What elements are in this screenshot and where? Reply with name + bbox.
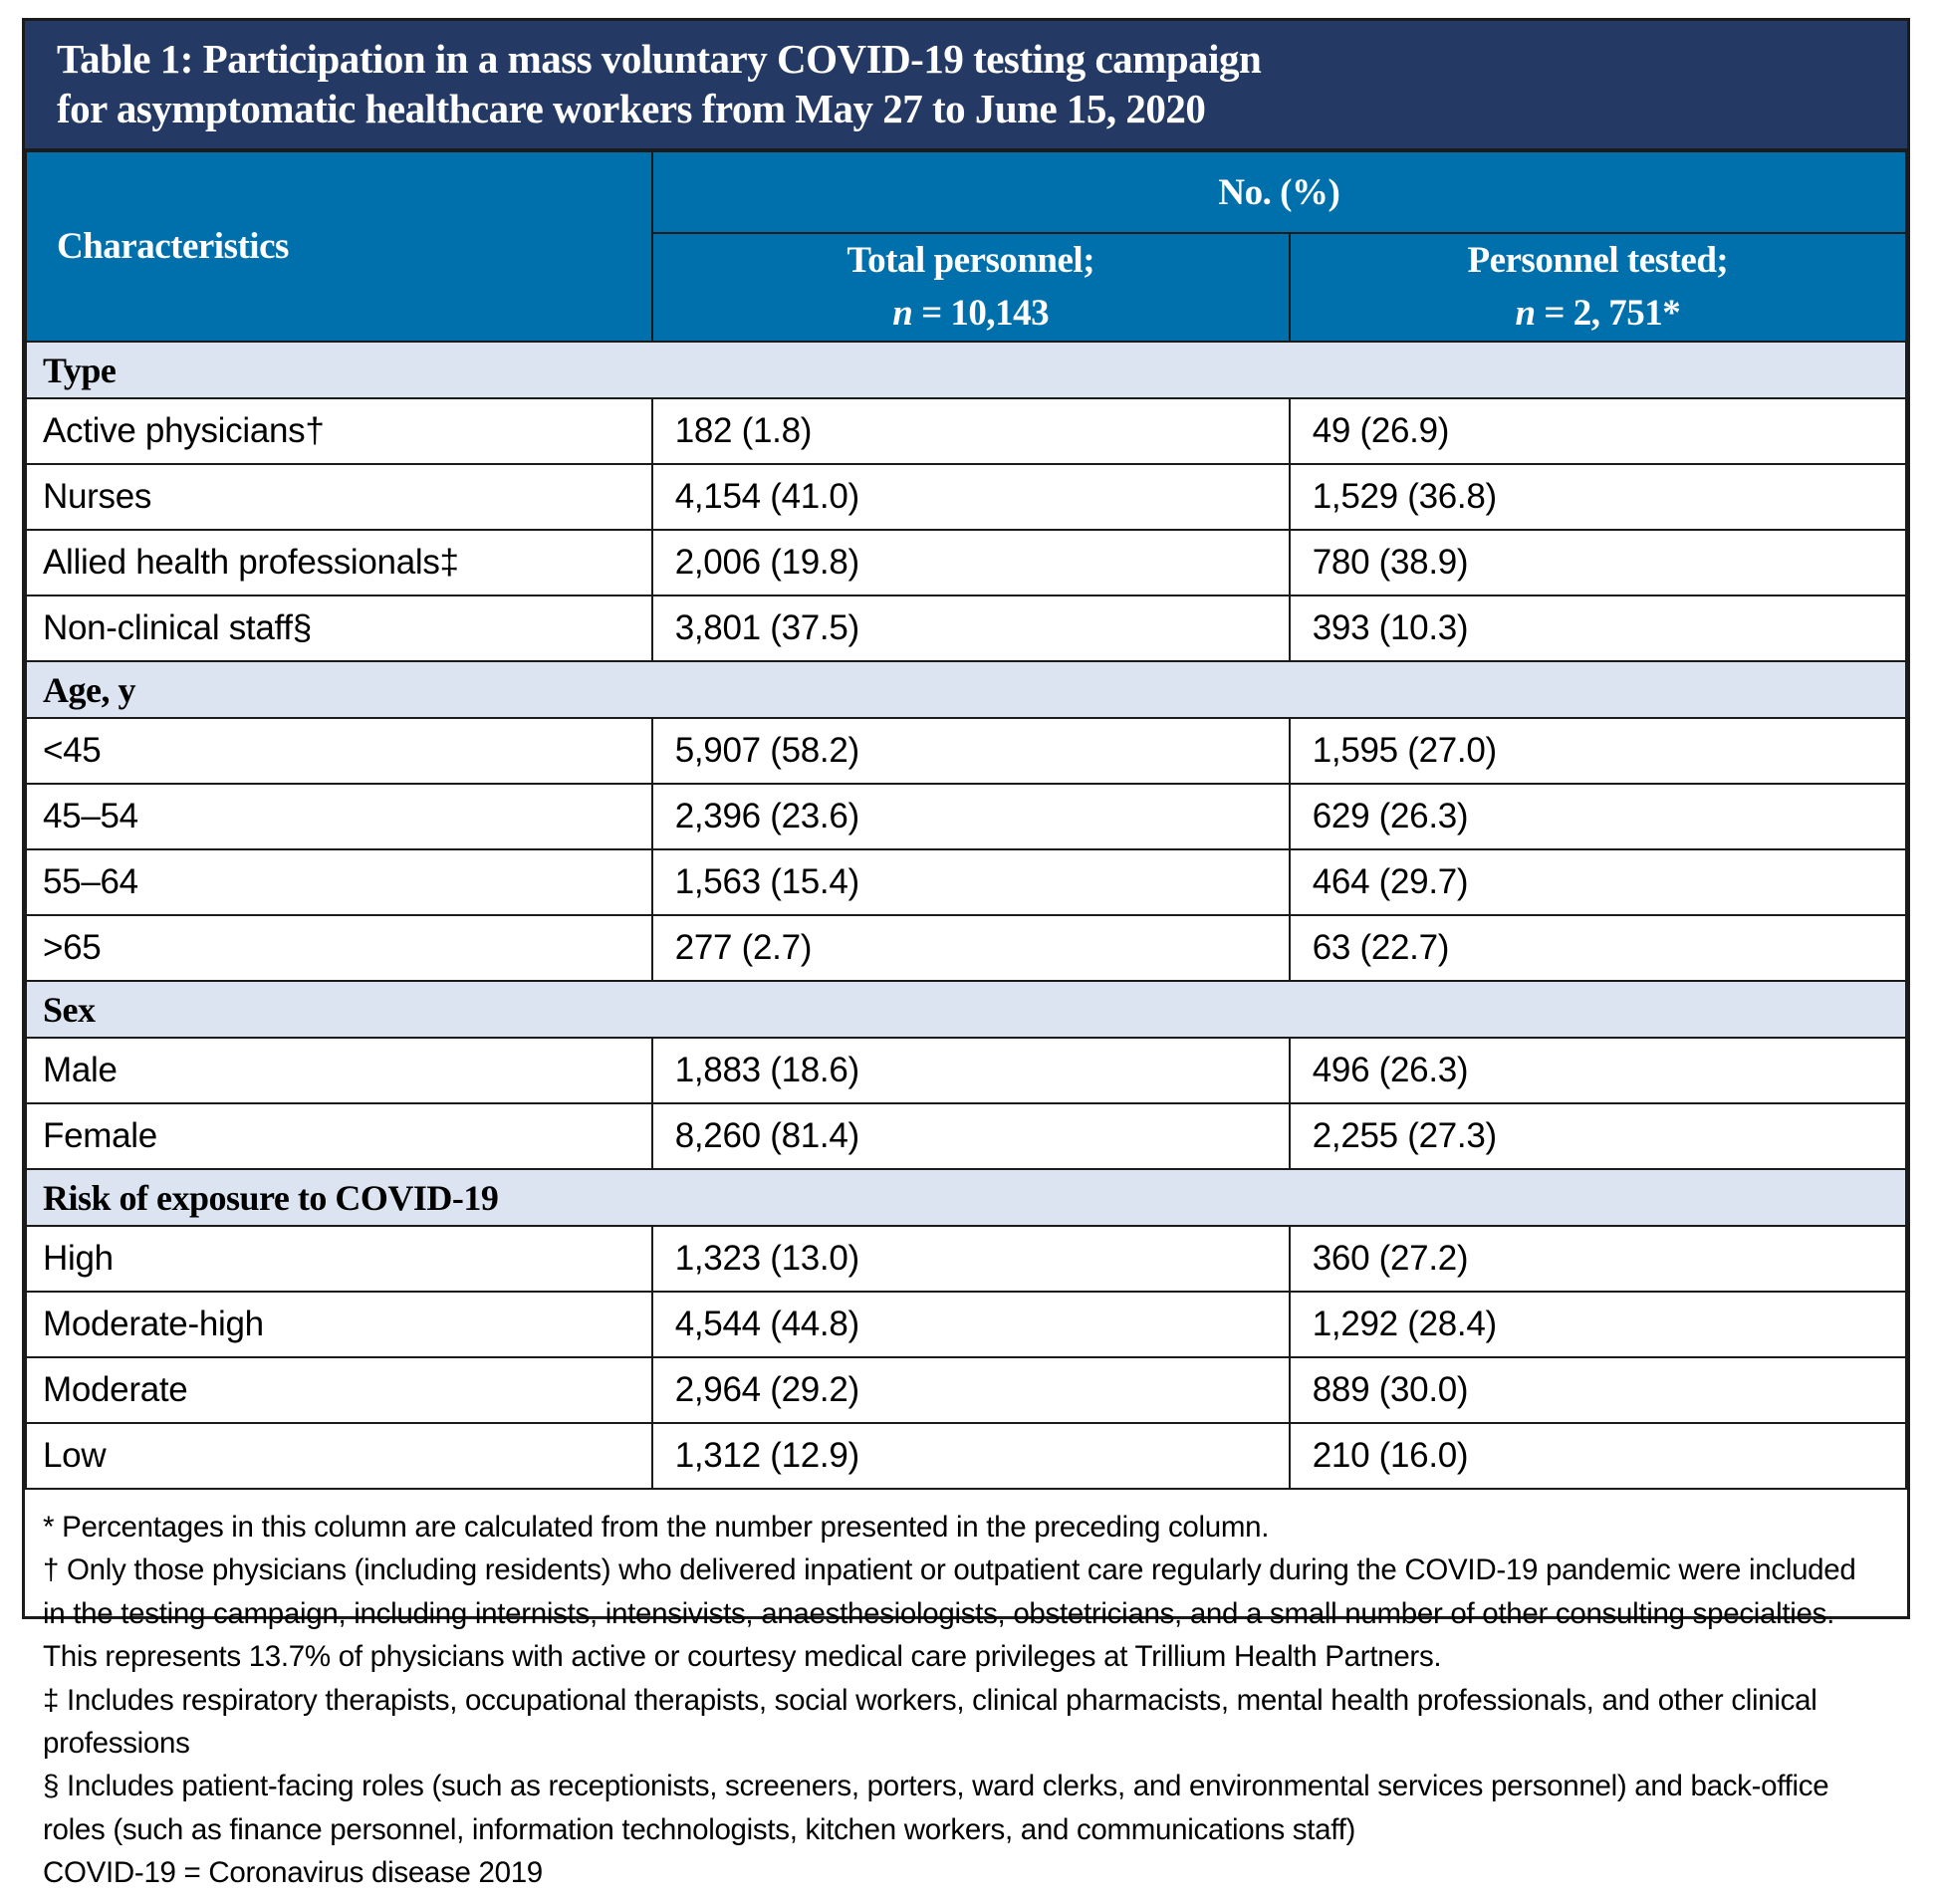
row-label: High xyxy=(26,1226,652,1292)
footnote-section-sign: § Includes patient-facing roles (such as receptionists, screeners, porters, ward clerks, and environmental services personnel) and back-office roles (such as finance personnel, information technologists, kitchen workers, and communications staff) xyxy=(43,1770,1829,1846)
personnel-tested-value: 393 (10.3) xyxy=(1290,595,1906,661)
column-header-personnel-tested xyxy=(1290,233,1906,342)
personnel-tested-value: 889 (30.0) xyxy=(1290,1357,1906,1423)
n-value: = 10,143 xyxy=(912,292,1050,334)
row-label: >65 xyxy=(26,915,652,981)
personnel-tested-value: 360 (27.2) xyxy=(1290,1226,1906,1292)
section-row-sex xyxy=(26,981,1906,1038)
table-row xyxy=(26,530,1906,595)
row-label: Moderate xyxy=(26,1357,652,1423)
total-personnel-value: 4,154 (41.0) xyxy=(652,464,1290,530)
personnel-tested-n xyxy=(1292,288,1904,341)
column-header-characteristics: Characteristics xyxy=(26,151,652,342)
table-row xyxy=(26,1357,1906,1423)
footnote-abbreviation: COVID-19 = Coronavirus disease 2019 xyxy=(43,1855,543,1889)
header-row-group xyxy=(26,151,1906,233)
table-row xyxy=(26,784,1906,849)
row-label: Non-clinical staff§ xyxy=(26,595,652,661)
personnel-tested-value: 63 (22.7) xyxy=(1290,915,1906,981)
personnel-tested-value: 780 (38.9) xyxy=(1290,530,1906,595)
data-table xyxy=(25,150,1907,1490)
row-label: 45–54 xyxy=(26,784,652,849)
total-personnel-value: 3,801 (37.5) xyxy=(652,595,1290,661)
personnel-tested-value: 1,529 (36.8) xyxy=(1290,464,1906,530)
table-header xyxy=(26,151,1906,342)
total-personnel-n xyxy=(654,288,1288,341)
personnel-tested-value: 1,292 (28.4) xyxy=(1290,1292,1906,1357)
total-personnel-value: 8,260 (81.4) xyxy=(652,1103,1290,1169)
personnel-tested-value: 464 (29.7) xyxy=(1290,849,1906,915)
row-label: Moderate-high xyxy=(26,1292,652,1357)
table-title-bar xyxy=(25,21,1907,150)
n-symbol: n xyxy=(892,292,913,334)
footnote-dagger: † Only those physicians (including residents) who delivered inpatient or outpatient care regularly during the COVID-19 pandemic were included in the testing campaign, including internists, intensivists, anaesthesiologists, obstetricians, and a small number of other consulting specialties. This represents 13.7% of physicians with active or courtesy medical care privileges at Trillium Health Partners. xyxy=(43,1553,1856,1674)
row-label: Female xyxy=(26,1103,652,1169)
total-personnel-value: 1,312 (12.9) xyxy=(652,1423,1290,1489)
table-row xyxy=(26,1038,1906,1103)
personnel-tested-label: Personnel tested; xyxy=(1467,240,1729,282)
personnel-tested-value: 2,255 (27.3) xyxy=(1290,1103,1906,1169)
total-personnel-value: 5,907 (58.2) xyxy=(652,718,1290,784)
total-personnel-value: 1,883 (18.6) xyxy=(652,1038,1290,1103)
footnote-double-dagger: ‡ Includes respiratory therapists, occupational therapists, social workers, clinical pharmacists, mental health professionals, and other clinical professions xyxy=(43,1683,1817,1760)
table-row xyxy=(26,398,1906,464)
personnel-tested-value: 1,595 (27.0) xyxy=(1290,718,1906,784)
total-personnel-label: Total personnel; xyxy=(846,240,1095,282)
table-title-line1: Table 1: Participation in a mass voluntary COVID-19 testing campaign xyxy=(57,36,1262,82)
personnel-tested-value: 629 (26.3) xyxy=(1290,784,1906,849)
row-label: <45 xyxy=(26,718,652,784)
total-personnel-value: 2,396 (23.6) xyxy=(652,784,1290,849)
table-row xyxy=(26,718,1906,784)
table-row xyxy=(26,1103,1906,1169)
column-header-total-personnel xyxy=(652,233,1290,342)
total-personnel-value: 182 (1.8) xyxy=(652,398,1290,464)
table-body xyxy=(26,342,1906,1489)
table-row xyxy=(26,595,1906,661)
total-personnel-value: 1,563 (15.4) xyxy=(652,849,1290,915)
section-row-risk xyxy=(26,1169,1906,1226)
section-row-age xyxy=(26,661,1906,718)
table-row xyxy=(26,1226,1906,1292)
section-label: Type xyxy=(26,342,1906,398)
table-frame xyxy=(22,18,1910,1889)
total-personnel-value: 4,544 (44.8) xyxy=(652,1292,1290,1357)
n-symbol: n xyxy=(1515,292,1536,334)
row-label: Active physicians† xyxy=(26,398,652,464)
n-value: = 2, 751* xyxy=(1535,292,1681,334)
table-title-line2: for asymptomatic healthcare workers from May 27 to June 15, 2020 xyxy=(57,86,1206,132)
row-label: Male xyxy=(26,1038,652,1103)
section-label: Age, y xyxy=(26,661,1906,718)
personnel-tested-value: 210 (16.0) xyxy=(1290,1423,1906,1489)
row-label: Allied health professionals‡ xyxy=(26,530,652,595)
total-personnel-value: 2,006 (19.8) xyxy=(652,530,1290,595)
personnel-tested-value: 496 (26.3) xyxy=(1290,1038,1906,1103)
total-personnel-value: 2,964 (29.2) xyxy=(652,1357,1290,1423)
personnel-tested-value: 49 (26.9) xyxy=(1290,398,1906,464)
total-personnel-value: 277 (2.7) xyxy=(652,915,1290,981)
table-row xyxy=(26,464,1906,530)
row-label: Low xyxy=(26,1423,652,1489)
table-row xyxy=(26,1292,1906,1357)
section-label: Risk of exposure to COVID-19 xyxy=(26,1169,1906,1226)
row-label: Nurses xyxy=(26,464,652,530)
column-header-no-pct: No. (%) xyxy=(652,151,1906,233)
table-row xyxy=(26,849,1906,915)
footnotes xyxy=(25,1490,1907,1904)
footnote-asterisk: * Percentages in this column are calculated from the number presented in the preceding column. xyxy=(43,1511,1270,1545)
section-row-type xyxy=(26,342,1906,398)
total-personnel-value: 1,323 (13.0) xyxy=(652,1226,1290,1292)
row-label: 55–64 xyxy=(26,849,652,915)
section-label: Sex xyxy=(26,981,1906,1038)
table-row xyxy=(26,915,1906,981)
table-row xyxy=(26,1423,1906,1489)
